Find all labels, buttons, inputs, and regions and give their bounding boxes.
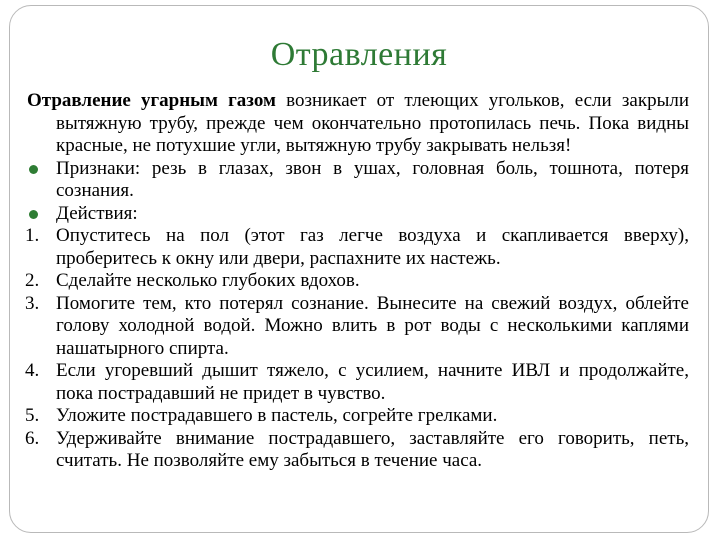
bullet-text: Действия:: [56, 202, 138, 224]
step-number: 1.: [25, 225, 40, 246]
step-item-5: [25, 405, 689, 428]
step-text: Уложите пострадавшего в пастель, согрейте грелками.: [56, 405, 498, 426]
slide-title: Отравления: [270, 36, 448, 73]
bullet-dot-icon: [29, 210, 38, 219]
step-item-3: [25, 293, 689, 361]
bullet-text: Признаки: резь в глазах, звон в ушах, головная боль, тошнота, потеря сознания.: [56, 157, 689, 201]
step-text: Опуститесь на пол (этот газ легче воздуха и скапливается вверху), проберитесь к окну или двери, распахните их настежь.: [56, 225, 689, 269]
intro-paragraph: [25, 90, 689, 158]
step-text: Сделайте несколько глубоких вдохов.: [56, 270, 360, 291]
step-item-6: [25, 428, 689, 473]
slide-frame: [9, 5, 709, 533]
step-text: Помогите тем, кто потерял сознание. Вынесите на свежий воздух, облейте голову холодной водой. Можно влить в рот воды с несколькими каплями нашатырного спирта.: [56, 292, 689, 359]
bullet-item-signs: [25, 158, 689, 203]
slide-content: [25, 90, 689, 473]
step-item-4: [25, 360, 689, 405]
bullet-item-actions: [25, 203, 689, 226]
step-item-1: [25, 225, 689, 270]
step-number: 2.: [25, 270, 40, 291]
step-number: 3.: [25, 292, 40, 314]
step-text: Если угоревший дышит тяжело, с усилием, начните ИВЛ и продолжайте, пока пострадавший не придет в чувство.: [56, 360, 689, 404]
intro-text: возникает от тлеющих угольков, если закрыли вытяжную трубу, прежде чем окончательно протопилась печь. Пока видны красные, не потухшие угли, вытяжную трубу закрывать нельзя!: [56, 90, 689, 156]
step-text: Удерживайте внимание пострадавшего, заставляйте его говорить, петь, считать. Не позволяйте ему забыться в течение часа.: [56, 427, 689, 471]
step-number: 5.: [25, 405, 40, 426]
step-item-2: [25, 270, 689, 293]
step-number: 4.: [25, 360, 40, 381]
step-number: 6.: [25, 427, 40, 449]
intro-term: Отравление угарным газом: [27, 90, 276, 111]
bullet-dot-icon: [29, 165, 38, 174]
